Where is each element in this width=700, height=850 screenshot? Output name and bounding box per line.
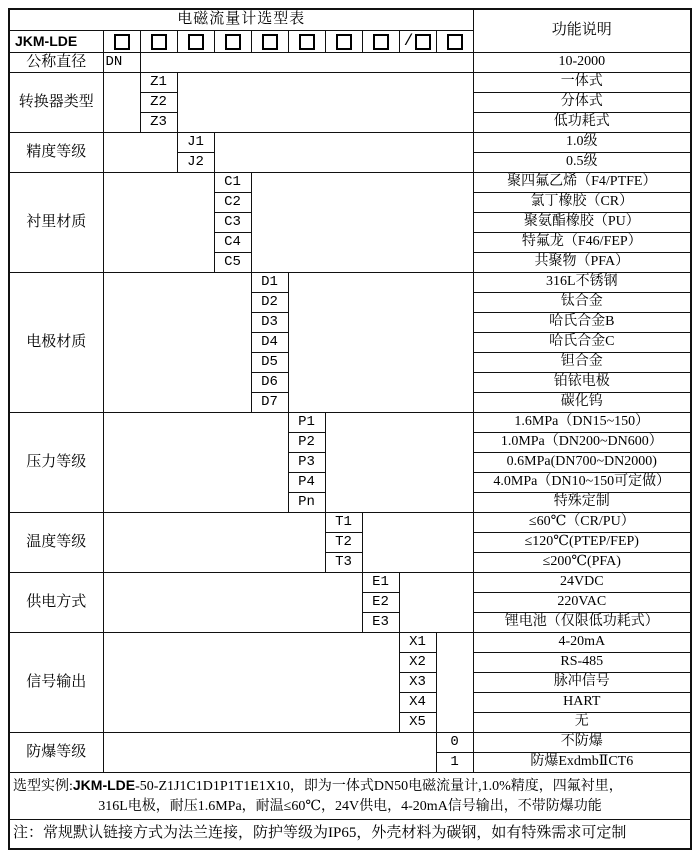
spacer-cell bbox=[103, 573, 362, 633]
example-prefix: 选型实例: bbox=[13, 778, 73, 794]
spacer-cell bbox=[103, 73, 140, 133]
desc-cell: HART bbox=[473, 693, 691, 713]
code-cell: T3 bbox=[325, 553, 362, 573]
code-cell: P2 bbox=[288, 433, 325, 453]
spacer-cell bbox=[103, 133, 177, 173]
example-line1-rest: -50-Z1J1C1D1P1T1E1X10，即为一体式DN50电磁流量计,1.0%精度，四氟衬里， bbox=[135, 778, 623, 794]
slash-separator: / bbox=[403, 32, 414, 51]
checkbox-icon[interactable] bbox=[447, 34, 463, 50]
checkbox-icon[interactable] bbox=[114, 34, 130, 50]
desc-cell: 1.0MPa（DN200~DN600） bbox=[473, 433, 691, 453]
code-cell: T1 bbox=[325, 513, 362, 533]
selection-example bbox=[9, 773, 691, 820]
code-cell: X1 bbox=[399, 633, 436, 653]
example-model: JKM-LDE bbox=[72, 776, 136, 793]
desc-cell: 无 bbox=[473, 713, 691, 733]
code-cell: DN bbox=[103, 53, 140, 73]
code-cell: C3 bbox=[214, 213, 251, 233]
spacer-cell bbox=[103, 633, 399, 733]
desc-cell: 316L不锈钢 bbox=[473, 273, 691, 293]
code-cell: Z3 bbox=[140, 113, 177, 133]
model-digit-cell[interactable] bbox=[103, 31, 140, 53]
desc-cell: 防爆ExdmbⅡCT6 bbox=[473, 753, 691, 773]
section-label: 压力等级 bbox=[9, 413, 103, 513]
desc-cell: 钽合金 bbox=[473, 353, 691, 373]
code-cell: D4 bbox=[251, 333, 288, 353]
section-label: 供电方式 bbox=[9, 573, 103, 633]
desc-cell: 聚氨酯橡胶（PU） bbox=[473, 213, 691, 233]
code-cell: D2 bbox=[251, 293, 288, 313]
checkbox-icon[interactable] bbox=[262, 34, 278, 50]
desc-cell: 聚四氟乙烯（F4/PTFE） bbox=[473, 173, 691, 193]
section-label: 公称直径 bbox=[9, 53, 103, 73]
model-digit-cell[interactable] bbox=[177, 31, 214, 53]
code-cell: Pn bbox=[288, 493, 325, 513]
code-cell: 0 bbox=[436, 733, 473, 753]
desc-cell: 铂铱电极 bbox=[473, 373, 691, 393]
desc-cell: ≤120℃(PTEP/FEP) bbox=[473, 533, 691, 553]
desc-cell: 氯丁橡胶（CR） bbox=[473, 193, 691, 213]
section-label: 衬里材质 bbox=[9, 173, 103, 273]
desc-cell: 锂电池（仅限低功耗式） bbox=[473, 613, 691, 633]
spacer-cell bbox=[103, 513, 325, 573]
model-code: JKM-LDE bbox=[9, 31, 103, 53]
desc-cell: 碳化钨 bbox=[473, 393, 691, 413]
code-cell: D6 bbox=[251, 373, 288, 393]
desc-cell: 0.6MPa(DN700~DN2000) bbox=[473, 453, 691, 473]
desc-cell: ≤60℃（CR/PU） bbox=[473, 513, 691, 533]
code-cell: C5 bbox=[214, 253, 251, 273]
code-cell: Z2 bbox=[140, 93, 177, 113]
desc-cell: ≤200℃(PFA) bbox=[473, 553, 691, 573]
code-cell: J1 bbox=[177, 133, 214, 153]
code-cell: C4 bbox=[214, 233, 251, 253]
checkbox-icon[interactable] bbox=[373, 34, 389, 50]
code-cell: P1 bbox=[288, 413, 325, 433]
section-label: 电极材质 bbox=[9, 273, 103, 413]
code-cell: D7 bbox=[251, 393, 288, 413]
spacer-cell bbox=[399, 573, 473, 633]
code-cell: D5 bbox=[251, 353, 288, 373]
desc-cell: 特殊定制 bbox=[473, 493, 691, 513]
code-cell: X5 bbox=[399, 713, 436, 733]
spacer-cell bbox=[362, 513, 473, 573]
code-cell: 1 bbox=[436, 753, 473, 773]
model-digit-cell[interactable] bbox=[251, 31, 288, 53]
spacer-cell bbox=[325, 413, 473, 513]
desc-cell: 1.6MPa（DN15~150） bbox=[473, 413, 691, 433]
checkbox-icon[interactable] bbox=[299, 34, 315, 50]
code-cell: D1 bbox=[251, 273, 288, 293]
desc-cell: 0.5级 bbox=[473, 153, 691, 173]
code-cell: T2 bbox=[325, 533, 362, 553]
checkbox-icon[interactable] bbox=[415, 34, 431, 50]
section-label: 精度等级 bbox=[9, 133, 103, 173]
model-digit-cell[interactable] bbox=[325, 31, 362, 53]
desc-cell: 220VAC bbox=[473, 593, 691, 613]
desc-cell: 一体式 bbox=[473, 73, 691, 93]
footnote: 注：常规默认链接方式为法兰连接，防护等级为IP65，外壳材料为碳钢，如有特殊需求可定制 bbox=[9, 820, 691, 850]
section-label: 防爆等级 bbox=[9, 733, 103, 773]
code-cell: P3 bbox=[288, 453, 325, 473]
model-digit-cell[interactable] bbox=[436, 31, 473, 53]
desc-cell: 低功耗式 bbox=[473, 113, 691, 133]
code-cell: C1 bbox=[214, 173, 251, 193]
section-label: 温度等级 bbox=[9, 513, 103, 573]
table-title: 电磁流量计选型表 bbox=[9, 9, 473, 31]
model-digit-cell[interactable] bbox=[288, 31, 325, 53]
checkbox-icon[interactable] bbox=[225, 34, 241, 50]
example-line-2: 316L电极，耐压1.6MPa，耐温≤60℃，24V供电，4-20mA信号输出，不带防爆功能 bbox=[98, 798, 602, 814]
spacer-cell bbox=[103, 273, 251, 413]
model-digit-cell-slash[interactable] bbox=[399, 31, 436, 53]
checkbox-icon[interactable] bbox=[188, 34, 204, 50]
code-cell: X4 bbox=[399, 693, 436, 713]
code-cell: E2 bbox=[362, 593, 399, 613]
desc-cell: 不防爆 bbox=[473, 733, 691, 753]
code-cell: X2 bbox=[399, 653, 436, 673]
desc-cell: 特氟龙（F46/FEP） bbox=[473, 233, 691, 253]
desc-cell: 钛合金 bbox=[473, 293, 691, 313]
section-label: 转换器类型 bbox=[9, 73, 103, 133]
desc-cell: 1.0级 bbox=[473, 133, 691, 153]
desc-cell: 脉冲信号 bbox=[473, 673, 691, 693]
code-cell: Z1 bbox=[140, 73, 177, 93]
code-cell: X3 bbox=[399, 673, 436, 693]
desc-cell: 4-20mA bbox=[473, 633, 691, 653]
function-column-header: 功能说明 bbox=[473, 9, 691, 53]
model-digit-cell[interactable] bbox=[214, 31, 251, 53]
desc-cell: 分体式 bbox=[473, 93, 691, 113]
desc-cell: 24VDC bbox=[473, 573, 691, 593]
flowmeter-selection-table bbox=[8, 8, 692, 850]
model-digit-cell[interactable] bbox=[362, 31, 399, 53]
desc-cell: 哈氏合金B bbox=[473, 313, 691, 333]
spacer-cell bbox=[140, 53, 473, 73]
spacer-cell bbox=[103, 413, 288, 513]
spacer-cell bbox=[288, 273, 473, 413]
spacer-cell bbox=[103, 173, 214, 273]
code-cell: D3 bbox=[251, 313, 288, 333]
section-label: 信号输出 bbox=[9, 633, 103, 733]
desc-cell: RS-485 bbox=[473, 653, 691, 673]
code-cell: P4 bbox=[288, 473, 325, 493]
code-cell: J2 bbox=[177, 153, 214, 173]
code-cell: E1 bbox=[362, 573, 399, 593]
desc-cell: 共聚物（PFA） bbox=[473, 253, 691, 273]
spacer-cell bbox=[103, 733, 436, 773]
spacer-cell bbox=[177, 73, 473, 133]
code-cell: E3 bbox=[362, 613, 399, 633]
checkbox-icon[interactable] bbox=[151, 34, 167, 50]
code-cell: C2 bbox=[214, 193, 251, 213]
desc-cell: 4.0MPa（DN10~150可定做） bbox=[473, 473, 691, 493]
model-digit-cell[interactable] bbox=[140, 31, 177, 53]
spacer-cell bbox=[214, 133, 473, 173]
spacer-cell bbox=[436, 633, 473, 733]
checkbox-icon[interactable] bbox=[336, 34, 352, 50]
example-line-1 bbox=[10, 776, 690, 797]
spacer-cell bbox=[251, 173, 473, 273]
desc-cell: 10-2000 bbox=[473, 53, 691, 73]
desc-cell: 哈氏合金C bbox=[473, 333, 691, 353]
